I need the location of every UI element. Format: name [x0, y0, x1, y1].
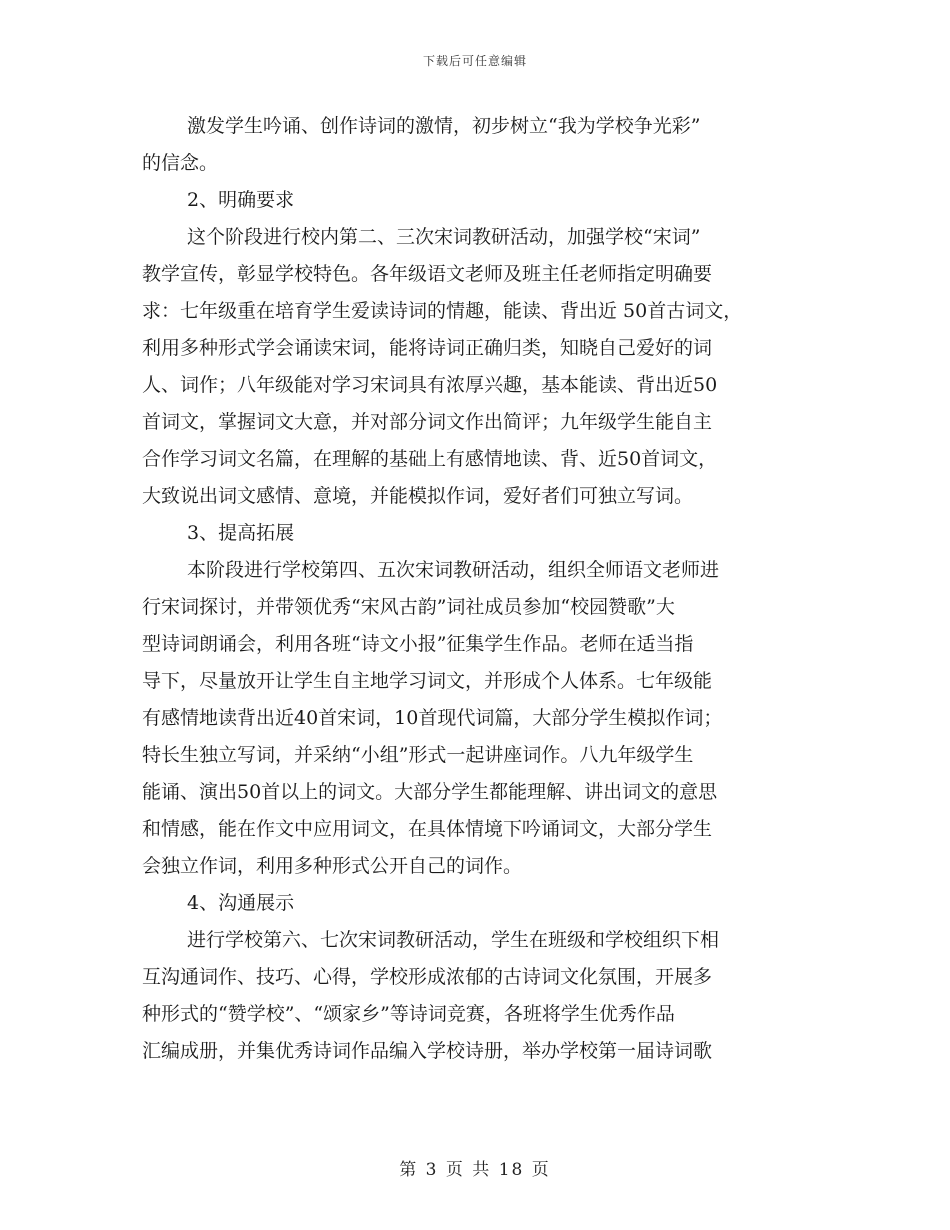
text-line: 这个阶段进行校内第二、三次宋词教研活动，加强学校“宋词”: [187, 226, 701, 248]
text-line: 会独立作词，利用多种形式公开自己的词作。: [142, 855, 523, 877]
text-line: 汇编成册，并集优秀诗词作品编入学校诗册，举办学校第一届诗词歌: [142, 1040, 713, 1062]
text-line: 人、词作；八年级能对学习宋词具有浓厚兴趣，基本能读、背出近50: [142, 374, 718, 396]
text-line: 大致说出词文感情、意境，并能模拟作词，爱好者们可独立写词。: [142, 485, 694, 507]
page-footer: 第 3 页 共 18 页: [399, 1160, 551, 1180]
text-line: 能诵、演出50首以上的词文。大部分学生都能理解、讲出词文的意思: [142, 781, 718, 803]
text-line: 利用多种形式学会诵读宋词，能将诗词正确归类，知晓自己爱好的词: [142, 337, 713, 359]
text-line: 种形式的“赞学校”、“颂家乡”等诗词竞赛，各班将学生优秀作品: [142, 1003, 675, 1025]
text-line: 首词文，掌握词文大意，并对部分词文作出简评；九年级学生能自主: [142, 411, 713, 433]
text-line: 本阶段进行学校第四、五次宋词教研活动，组织全师语文老师进: [187, 559, 720, 581]
section-heading: 4、沟通展示: [187, 892, 295, 914]
text-line: 和情感，能在作文中应用词文，在具体情境下吟诵词文，大部分学生: [142, 818, 713, 840]
text-line: 有感情地读背出近40首宋词，10首现代词篇，大部分学生模拟作词；: [142, 707, 723, 729]
section-heading: 2、明确要求: [187, 189, 295, 211]
text-line: 激发学生吟诵、创作诗词的激情，初步树立“我为学校争光彩”: [187, 115, 701, 137]
text-line: 教学宣传，彰显学校特色。各年级语文老师及班主任老师指定明确要: [142, 263, 713, 285]
text-line: 求：七年级重在培育学生爱读诗词的情趣，能读、背出近 50首古词文，: [142, 300, 743, 322]
text-line: 导下，尽量放开让学生自主地学习词文，并形成个人体系。七年级能: [142, 670, 713, 692]
text-line: 行宋词探讨，并带领优秀“宋风古韵”词社成员参加“校园赞歌”大: [142, 596, 675, 618]
text-line: 互沟通词作、技巧、心得，学校形成浓郁的古诗词文化氛围，开展多: [142, 966, 713, 988]
text-line: 特长生独立写词，并采纳“小组”形式一起讲座词作。八九年级学生: [142, 744, 694, 766]
text-line: 合作学习词文名篇，在理解的基础上有感情地读、背、近50首词文，: [142, 448, 718, 470]
text-line: 型诗词朗诵会，利用各班“诗文小报”征集学生作品。老师在适当指: [142, 633, 694, 655]
section-heading: 3、提高拓展: [187, 522, 295, 544]
page-header: 下载后可任意编辑: [422, 54, 527, 68]
text-line: 的信念。: [142, 152, 219, 174]
text-line: 进行学校第六、七次宋词教研活动，学生在班级和学校组织下相: [187, 929, 720, 951]
document-body: [142, 108, 832, 1070]
